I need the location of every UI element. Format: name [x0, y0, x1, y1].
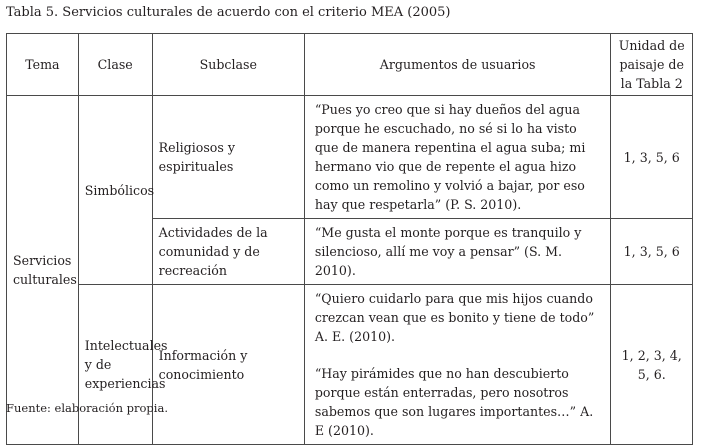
user-quote: “Quiero cuidarlo para que mis hijos cuando crezcan vean que es bonito y tiene de todo” A. E. (2010). — [314, 291, 595, 344]
tema-cell: Servicios culturales — [7, 96, 79, 445]
argumentos-cell — [304, 285, 611, 445]
user-quote: “Pues yo creo que si hay dueños del agua porque he escuchado, no sé si lo ha visto que de manera repentina el agua suba; mi hermano vio que de repente el agua hizo como un remolino y volvió a bajar, por eso hay que respetarla” (P. S. 2010). — [314, 102, 586, 212]
table-row — [7, 285, 693, 445]
clase-cell-simbolicos: Simbólicos — [78, 96, 152, 285]
argumentos-cell — [304, 96, 611, 219]
header-unidad: Unidad de paisaje de la Tabla 2 — [611, 34, 693, 96]
header-argumentos: Argumentos de usuarios — [304, 34, 611, 96]
unidad-cell: 1, 2, 3, 4, 5, 6. — [611, 285, 693, 445]
header-tema: Tema — [7, 34, 79, 96]
table-caption: Tabla 5. Servicios culturales de acuerdo con el criterio MEA (2005) — [6, 5, 451, 20]
clase-cell-intelectuales: Intelectuales y de experiencias — [78, 285, 152, 445]
table-source-note: Fuente: elaboración propia. — [6, 401, 168, 415]
table-row — [7, 96, 693, 219]
user-quote: “Me gusta el monte porque es tranquilo y silencioso, allí me voy a pensar” (S. M. 2010). — [314, 225, 582, 278]
argumentos-cell — [304, 219, 611, 285]
header-clase: Clase — [78, 34, 152, 96]
header-subclase: Subclase — [152, 34, 304, 96]
header-row — [7, 34, 693, 96]
unidad-cell: 1, 3, 5, 6 — [611, 96, 693, 219]
subclase-cell: Actividades de la comunidad y de recreación — [152, 219, 304, 285]
cultural-services-table — [6, 33, 693, 445]
user-quote: “Hay pirámides que no han descubierto porque están enterradas, pero nosotros sabemos que son lugares importantes…” A. E (2010). — [314, 366, 594, 438]
subclase-cell: Información y conocimiento — [152, 285, 304, 445]
unidad-cell: 1, 3, 5, 6 — [611, 219, 693, 285]
subclase-cell: Religiosos y espirituales — [152, 96, 304, 219]
